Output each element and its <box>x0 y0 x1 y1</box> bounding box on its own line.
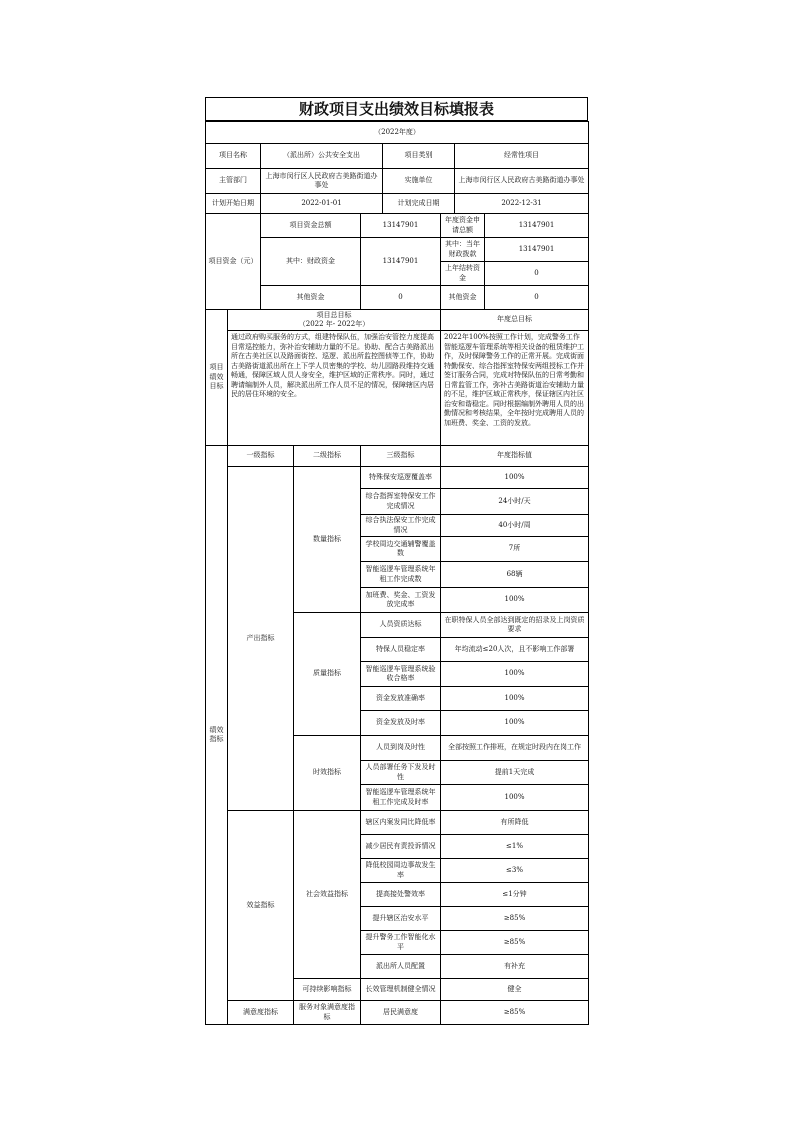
annual-goal-text: 2022年100%按照工作计划，完成警务工作智能巡逻车管理系统等相关设备的租赁维护工作，及时保障警务工作的正常开展。完成街面特勤保安、综合指挥室特保安两组授标工作并签订服务合同，完成对特保队伍的日常考勤和日常监管工作，弥补古美路街道治安辅助力量的不足，维护区域正常秩序，保证辖区内社区治安和谐稳定。同时根据编制外聘用人员的出勤情况和考核结果，全年按时完成聘用人员的加班费、奖金、工资的发放。 <box>441 331 589 446</box>
funds-fiscal: 13147901 <box>361 238 441 286</box>
start-date: 2022-01-01 <box>261 194 383 214</box>
end-date: 2022-12-31 <box>455 194 589 214</box>
indicator-name: 人员到岗及时性 <box>361 736 441 761</box>
funds-label: 项目资金（元） <box>206 214 261 310</box>
funds-total: 13147901 <box>361 214 441 238</box>
perf-h4: 年度指标值 <box>441 446 589 467</box>
indicator-name: 降低校园周边事故发生率 <box>361 859 441 883</box>
indicator-name: 资金发放准确率 <box>361 687 441 711</box>
service-satisfaction-indicator: 服务对象满意度指标 <box>294 1001 361 1025</box>
funds-other2-label: 其他资金 <box>441 286 485 310</box>
indicator-name: 辖区内案发同比降低率 <box>361 811 441 835</box>
indicator-value: 100% <box>441 711 589 736</box>
funds-carry-label: 上年结转资金 <box>441 262 485 286</box>
indicator-value: 100% <box>441 662 589 687</box>
benefit-indicator: 效益指标 <box>228 811 294 1001</box>
indicator-name: 提升警务工作智能化水平 <box>361 931 441 955</box>
indicator-value: 有所降低 <box>441 811 589 835</box>
year-label: （2022年度） <box>206 122 589 144</box>
satisfaction-indicator: 满意度指标 <box>228 1001 294 1025</box>
funds-annual-label: 年度资金申请总额 <box>441 214 485 238</box>
indicator-name: 减少居民有责投诉情况 <box>361 835 441 859</box>
start-date-label: 计划开始日期 <box>206 194 261 214</box>
overall-goal-header <box>228 310 441 331</box>
timeliness-indicator: 时效指标 <box>294 736 361 811</box>
goals-label: 项目绩效目标 <box>206 310 228 446</box>
funds-total-label: 项目资金总额 <box>261 214 361 238</box>
impl-value: 上海市闵行区人民政府古美路街道办事处 <box>455 169 589 194</box>
indicator-name: 学校周边交通辅警覆盖数 <box>361 537 441 562</box>
indicator-name: 长效管理机制健全情况 <box>361 979 441 1001</box>
form-page <box>205 97 588 1025</box>
quantity-indicator: 数量指标 <box>294 467 361 613</box>
indicator-value: 24小时/天 <box>441 489 589 515</box>
indicator-name: 智能巡逻车管理系统年租工作完成及时率 <box>361 785 441 811</box>
indicator-value: ≤1分钟 <box>441 883 589 907</box>
project-name: （派出所）公共安全支出 <box>261 144 383 169</box>
annual-goal-label: 年度总目标 <box>441 310 589 331</box>
impl-label: 实施单位 <box>383 169 455 194</box>
project-name-label: 项目名称 <box>206 144 261 169</box>
indicator-value: ≥85% <box>441 931 589 955</box>
indicator-name: 居民满意度 <box>361 1001 441 1025</box>
indicator-name: 综合执法保安工作完成情况 <box>361 515 441 537</box>
overall-goal-text: 通过政府购买服务的方式，组建特保队伍，加强治安管控力度提高目常巡控能力，弥补治安辅助力量的不足。协助、配合古美路派出所在古美社区以及路面街控、巡逻、派出所监控图侦等工作，协助古美路街道派出所在上下学人员密集的学校、幼儿园路段维持交通畅通，保障区域人员人身安全，维护区域的正常秩序。同时，通过聘请编制外人员，解决派出所工作人员不足的情况，保障辖区内居民的居住环境的安全。 <box>228 331 441 446</box>
output-indicator: 产出指标 <box>228 467 294 811</box>
indicator-name: 提高接处警效率 <box>361 883 441 907</box>
indicator-value: ≤3% <box>441 859 589 883</box>
indicator-value: 100% <box>441 687 589 711</box>
indicator-name: 人员资质达标 <box>361 613 441 638</box>
perf-h2: 二级指标 <box>294 446 361 467</box>
overall-goal-label: 项目总目标 <box>316 310 352 319</box>
indicator-value: 7所 <box>441 537 589 562</box>
funds-other-label: 其他资金 <box>261 286 361 310</box>
social-indicator: 社会效益指标 <box>294 811 361 979</box>
project-type: 经常性项目 <box>455 144 589 169</box>
indicator-value: ≥85% <box>441 907 589 931</box>
funds-current: 13147901 <box>485 238 589 262</box>
sustain-indicator: 可持续影响指标 <box>294 979 361 1001</box>
indicator-name: 智能巡逻车管理系统验收合格率 <box>361 662 441 687</box>
indicator-value: 健全 <box>441 979 589 1001</box>
indicator-value: 40小时/周 <box>441 515 589 537</box>
indicator-name: 智能巡逻车管理系统年租工作完成数 <box>361 562 441 588</box>
indicator-name: 加班费、奖金、工资发放完成率 <box>361 588 441 613</box>
indicator-name: 人员部署任务下发及时性 <box>361 761 441 785</box>
indicator-name: 提升辖区治安水平 <box>361 907 441 931</box>
indicator-value: ≥85% <box>441 1001 589 1025</box>
indicator-name: 资金发放及时率 <box>361 711 441 736</box>
indicator-value: 在职特保人员全部达到既定的招录及上岗资质要求 <box>441 613 589 638</box>
indicator-value: 年均流动≤20人次，且不影响工作部署 <box>441 638 589 662</box>
funds-other2: 0 <box>485 286 589 310</box>
indicator-name: 特殊保安巡逻覆盖率 <box>361 467 441 489</box>
indicator-value: 100% <box>441 467 589 489</box>
dept-label: 主管部门 <box>206 169 261 194</box>
project-type-label: 项目类别 <box>383 144 455 169</box>
indicator-value: 68辆 <box>441 562 589 588</box>
perf-h3: 三级指标 <box>361 446 441 467</box>
indicator-name: 派出所人员配置 <box>361 955 441 979</box>
funds-annual: 13147901 <box>485 214 589 238</box>
indicator-value: 提前1天完成 <box>441 761 589 785</box>
dept-value: 上海市闵行区人民政府古美路街道办事处 <box>261 169 383 194</box>
form-title: 财政项目支出绩效目标填报表 <box>205 97 588 121</box>
quality-indicator: 质量指标 <box>294 613 361 736</box>
funds-fiscal-label: 其中：财政资金 <box>261 238 361 286</box>
funds-carry: 0 <box>485 262 589 286</box>
indicator-name: 特保人员稳定率 <box>361 638 441 662</box>
overall-goal-range: （2022 年- 2022年） <box>298 320 370 328</box>
perf-h1: 一级指标 <box>228 446 294 467</box>
funds-other: 0 <box>361 286 441 310</box>
indicator-name: 综合指挥室特保安工作完成情况 <box>361 489 441 515</box>
perf-label: 绩效指标 <box>206 446 228 1025</box>
indicator-value: 有补充 <box>441 955 589 979</box>
indicator-value: 100% <box>441 785 589 811</box>
form-table <box>205 121 589 1025</box>
indicator-value: ≤1% <box>441 835 589 859</box>
indicator-value: 100% <box>441 588 589 613</box>
funds-current-label: 其中：当年财政拨款 <box>441 238 485 262</box>
end-date-label: 计划完成日期 <box>383 194 455 214</box>
indicator-value: 全部按照工作排班，在规定时段内在岗工作 <box>441 736 589 761</box>
